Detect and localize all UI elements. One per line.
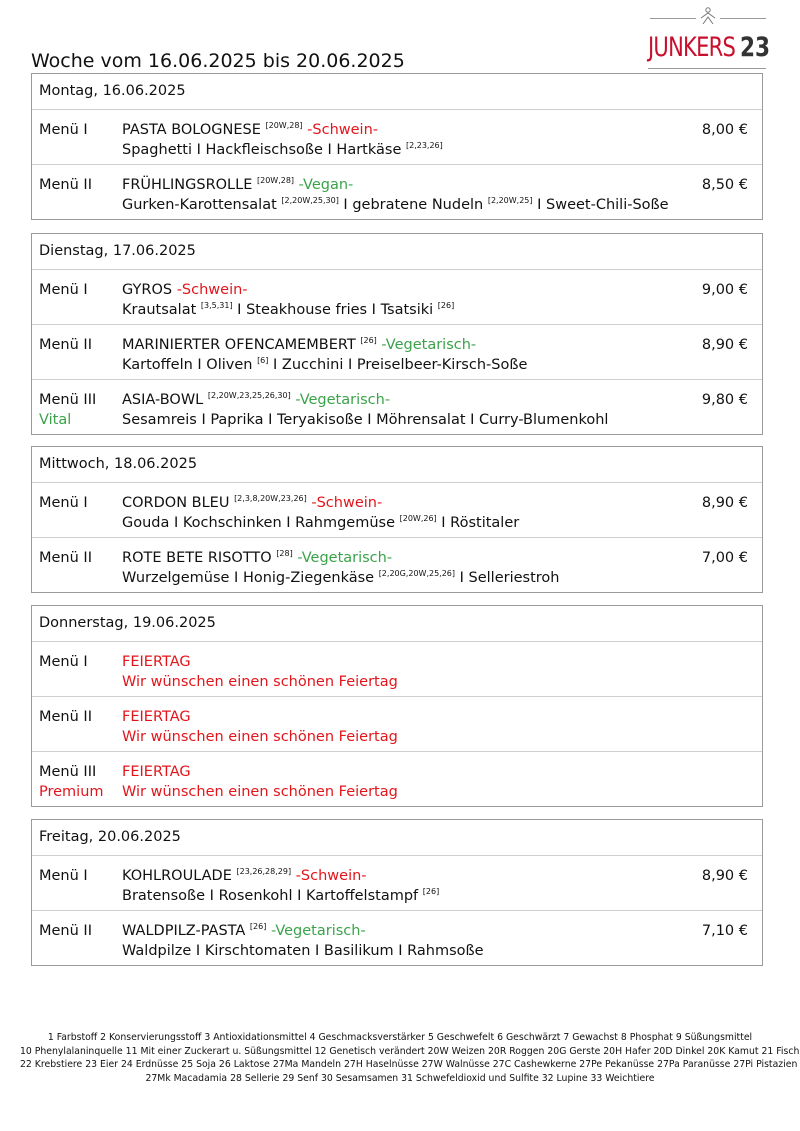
diet-tag: -Schwein- [311, 495, 383, 511]
menu-row [32, 380, 762, 434]
dish-name: FRÜHLINGSROLLE [122, 177, 253, 193]
allergen-codes: [23,26,28,29] [236, 867, 292, 876]
menu-label: Menü I [39, 282, 88, 298]
menu-row [32, 325, 762, 380]
side-text: Kartoffeln I Oliven [122, 357, 258, 373]
side-dishes: Wir wünschen einen schönen Feiertag [122, 784, 398, 800]
side-text: Gouda I Kochschinken I Rahmgemüse [122, 515, 400, 531]
side-dishes: Wir wünschen einen schönen Feiertag [122, 674, 398, 690]
side-dishes [122, 300, 454, 320]
side-dishes [122, 513, 519, 533]
menu-row [32, 752, 762, 806]
week-title: Woche vom 16.06.2025 bis 20.06.2025 [31, 50, 405, 72]
dish-line [122, 390, 390, 410]
side-text: I Sweet-Chili-Soße [532, 197, 669, 213]
menu-row [32, 483, 762, 538]
dish-name: FEIERTAG [122, 764, 191, 780]
day-header: Dienstag, 17.06.2025 [32, 234, 762, 270]
dish-name: ASIA-BOWL [122, 392, 204, 408]
menu-row [32, 270, 762, 325]
side-text: Spaghetti I Hackfleischsoße I Hartkäse [122, 142, 406, 158]
menu-row [32, 110, 762, 165]
menu-price: 7,10 € [701, 923, 748, 939]
allergen-codes: [2,20W,25,30] [281, 196, 339, 205]
dish-name: FEIERTAG [122, 654, 191, 670]
allergen-codes: [26] [360, 336, 377, 345]
menu-price: 8,00 € [701, 122, 748, 138]
side-text: Wurzelgemüse I Honig-Ziegenkäse [122, 570, 379, 586]
allergen-codes: [26] [249, 922, 267, 931]
day-header: Freitag, 20.06.2025 [32, 820, 762, 856]
allergen-codes: [2,20G,20W,25,26] [378, 569, 456, 578]
side-text: I Zucchini I Preiselbeer-Kirsch-Soße [268, 357, 528, 373]
menu-label: Menü I [39, 654, 88, 670]
menu-label: Menü III [39, 764, 97, 780]
side-text: I Selleriestroh [455, 570, 560, 586]
diet-tag: -Vegetarisch- [270, 923, 366, 939]
allergen-codes: [6] [257, 356, 269, 365]
menu-price: 8,90 € [701, 495, 748, 511]
dish-name: GYROS [122, 282, 173, 298]
day-block [31, 819, 763, 966]
diet-tag: -Schwein- [176, 282, 248, 298]
dish-name: WALDPILZ-PASTA [122, 923, 246, 939]
side-dishes [122, 195, 669, 215]
logo-rule [650, 18, 696, 19]
menu-row [32, 697, 762, 752]
menu-sublabel: Vital [39, 412, 72, 428]
side-dishes: Wir wünschen einen schönen Feiertag [122, 729, 398, 745]
legend-line: 27Mk Macadamia 28 Sellerie 29 Senf 30 Sesamsamen 31 Schwefeldioxid und Sulfite 32 Lupine 33 Weichtiere [145, 1072, 655, 1084]
diet-tag: -Vegetarisch- [295, 392, 391, 408]
legend-line: 1 Farbstoff 2 Konservierungsstoff 3 Antioxidationsmittel 4 Geschmacksverstärker 5 Geschwefelt 6 Geschwärzt 7 Gewachst 8 Phosphat 9 Süßungsmittel [47, 1032, 753, 1043]
menu-price: 7,00 € [701, 550, 748, 566]
menu-label: Menü I [39, 868, 88, 884]
menu-label: Menü II [39, 709, 92, 725]
dish-line [122, 866, 367, 886]
allergen-codes: [20W,26] [399, 514, 437, 523]
dish-line [122, 335, 476, 355]
dish-line [122, 707, 191, 727]
menu-label: Menü II [39, 550, 92, 566]
side-text: Sesamreis I Paprika I Teryakisoße I Möhrensalat I Curry-Blumenkohl [122, 412, 609, 428]
menu-row [32, 911, 762, 965]
logo-brand: JUNKERS [648, 32, 736, 63]
dish-name: KOHLROULADE [122, 868, 232, 884]
day-block [31, 73, 763, 220]
side-text: Gurken-Karottensalat [122, 197, 282, 213]
allergen-codes: [20W,28] [265, 121, 303, 130]
menu-label: Menü III [39, 392, 97, 408]
day-block [31, 446, 763, 593]
dish-line [122, 493, 382, 513]
day-header: Mittwoch, 18.06.2025 [32, 447, 762, 483]
menu-sublabel: Premium [39, 784, 104, 800]
menu-price: 9,80 € [701, 392, 748, 408]
allergen-codes: [2,20W,25] [487, 196, 533, 205]
menu-price: 8,90 € [701, 337, 748, 353]
side-text: I Röstitaler [436, 515, 520, 531]
allergen-legend [20, 1031, 800, 1085]
diet-tag: -Schwein- [307, 122, 379, 138]
day-block [31, 605, 763, 807]
logo-number: 23 [740, 32, 771, 63]
diet-tag: -Schwein- [295, 868, 367, 884]
menu-label: Menü II [39, 177, 92, 193]
side-dishes [122, 941, 484, 961]
menu-label: Menü I [39, 495, 88, 511]
side-dishes [122, 568, 559, 588]
allergen-codes: [2,23,26] [405, 141, 443, 150]
dish-name: PASTA BOLOGNESE [122, 122, 261, 138]
day-header: Montag, 16.06.2025 [32, 74, 762, 110]
logo-rule [720, 18, 766, 19]
menu-price: 9,00 € [701, 282, 748, 298]
dish-line [122, 280, 248, 300]
dish-line [122, 175, 353, 195]
dish-name: FEIERTAG [122, 709, 191, 725]
side-text: Krautsalat [122, 302, 201, 318]
dish-name: MARINIERTER OFENCAMEMBERT [122, 337, 356, 353]
day-block [31, 233, 763, 435]
menu-label: Menü II [39, 923, 92, 939]
allergen-codes: [3,5,31] [200, 301, 233, 310]
side-text: I Steakhouse fries I Tsatsiki [232, 302, 438, 318]
day-header: Donnerstag, 19.06.2025 [32, 606, 762, 642]
allergen-codes: [20W,28] [257, 176, 295, 185]
allergen-codes: [2,3,8,20W,23,26] [234, 494, 307, 503]
side-dishes [122, 886, 439, 906]
logo-wordmark [648, 32, 771, 63]
menu-price: 8,90 € [701, 868, 748, 884]
side-text: Waldpilze I Kirschtomaten I Basilikum I Rahmsoße [122, 943, 484, 959]
menu-label: Menü I [39, 122, 88, 138]
dish-name: ROTE BETE RISOTTO [122, 550, 272, 566]
dish-line [122, 548, 392, 568]
menu-label: Menü II [39, 337, 92, 353]
allergen-codes: [26] [437, 301, 455, 310]
logo-underline [648, 68, 766, 69]
diet-tag: -Vegan- [298, 177, 354, 193]
side-dishes [122, 140, 443, 160]
legend-line: 10 Phenylalaninquelle 11 Mit einer Zuckerart u. Süßungsmittel 12 Genetisch verändert 20W Weizen 20R Roggen 20G Gerste 20H Hafer 20D Dinkel 20K Kamut 21 Fisch [20, 1045, 800, 1057]
side-text: Bratensoße I Rosenkohl I Kartoffelstampf [122, 888, 423, 904]
legend-line: 22 Krebstiere 23 Eier 24 Erdnüsse 25 Soja 26 Laktose 27Ma Mandeln 27H Haselnüsse 27W Walnüsse 27C Cashewkerne 27Pe Pekanüsse 27Pa Paranüsse 27Pi Pistazien [20, 1059, 798, 1070]
menu-price: 8,50 € [701, 177, 748, 193]
side-dishes [122, 410, 608, 430]
side-dishes [122, 355, 527, 375]
logo [648, 6, 771, 70]
diet-tag: -Vegetarisch- [381, 337, 477, 353]
logo-mark-icon [700, 6, 716, 28]
side-text: I gebratene Nudeln [338, 197, 488, 213]
menu-row [32, 856, 762, 911]
menu-row [32, 165, 762, 219]
menu-row [32, 642, 762, 697]
dish-line [122, 120, 378, 140]
diet-tag: -Vegetarisch- [297, 550, 393, 566]
dish-name: CORDON BLEU [122, 495, 230, 511]
menu-row [32, 538, 762, 592]
dish-line [122, 762, 191, 782]
dish-line [122, 921, 366, 941]
allergen-codes: [26] [422, 887, 440, 896]
allergen-codes: [28] [276, 549, 293, 558]
dish-line [122, 652, 191, 672]
allergen-codes: [2,20W,23,25,26,30] [207, 391, 291, 400]
